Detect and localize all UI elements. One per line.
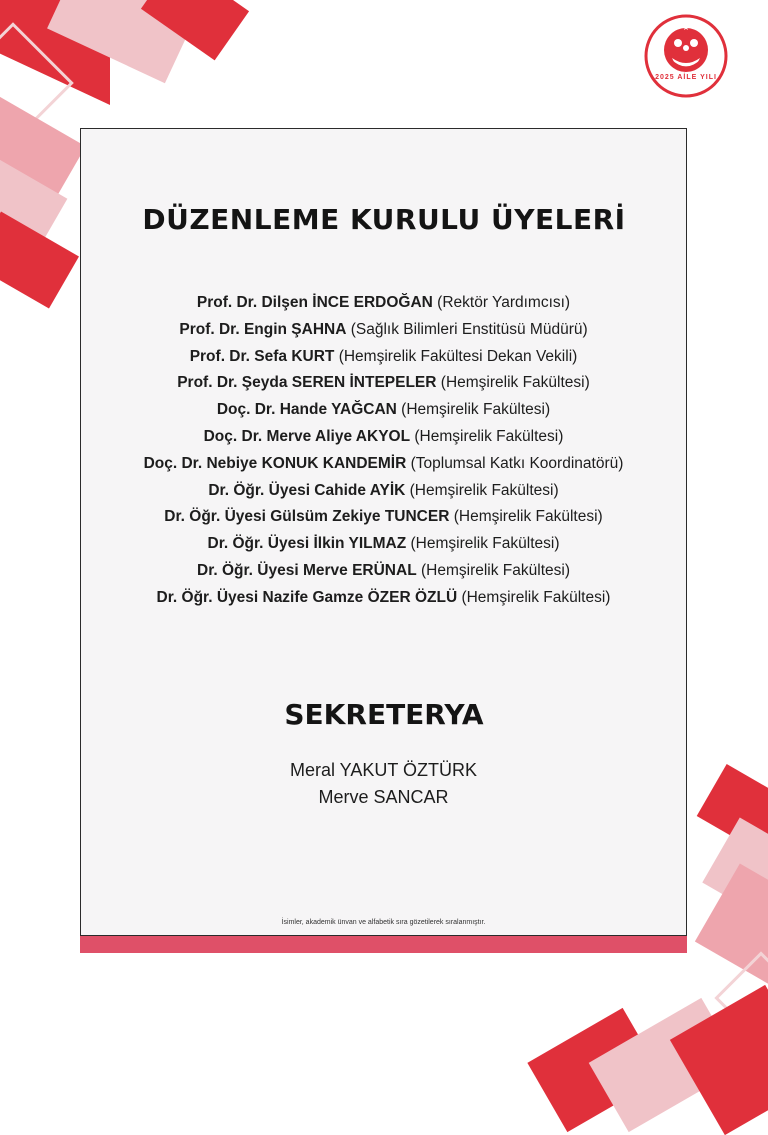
- member-row: [80, 397, 687, 424]
- member-role: (Hemşirelik Fakültesi): [401, 401, 551, 419]
- footnote: İsimler, akademik ünvan ve alfabetik sıra gözetilerek sıralanmıştır.: [281, 919, 486, 926]
- member-list: [80, 290, 687, 612]
- member-role: (Hemşirelik Fakültesi): [420, 561, 570, 579]
- secretariat-name: Meral YAKUT ÖZTÜRK: [289, 760, 478, 780]
- member-name: Doç. Dr. Merve Aliye AKYOL: [203, 427, 411, 445]
- member-name: Prof. Dr. Şeyda SEREN İNTEPELER: [177, 374, 437, 392]
- member-role: (Rektör Yardımcısı): [437, 294, 571, 311]
- family-hands-logo-icon: [640, 10, 732, 102]
- member-name: Prof. Dr. Engin ŞAHNA: [179, 320, 347, 338]
- member-role: (Toplumsal Katkı Koordinatörü): [410, 454, 624, 472]
- member-row: [80, 531, 687, 558]
- logo-text: 2025 AİLE YILI: [655, 74, 717, 81]
- svg-text:★: ★: [682, 23, 690, 32]
- member-row: [80, 317, 687, 344]
- member-row: [80, 478, 687, 505]
- member-row: [80, 344, 687, 371]
- member-row: [80, 370, 687, 397]
- member-name: Dr. Öğr. Üyesi Nazife Gamze ÖZER ÖZLÜ: [156, 588, 458, 606]
- member-name: Prof. Dr. Dilşen İNCE ERDOĞAN: [196, 294, 433, 311]
- member-name: Doç. Dr. Nebiye KONUK KANDEMİR: [143, 454, 407, 472]
- member-name: Dr. Öğr. Üyesi Gülsüm Zekiye TUNCER: [164, 508, 450, 526]
- secretariat-list: [80, 757, 687, 811]
- member-row: [80, 424, 687, 451]
- committee-title: DÜZENLEME KURULU ÜYELERİ: [142, 203, 626, 236]
- member-role: (Hemşirelik Fakültesi): [409, 481, 559, 499]
- secretariat-title: SEKRETERYA: [284, 698, 484, 731]
- member-role: (Hemşirelik Fakültesi): [440, 374, 590, 392]
- member-name: Dr. Öğr. Üyesi Cahide AYİK: [208, 481, 406, 499]
- member-role: (Hemşirelik Fakültesi): [453, 508, 603, 526]
- member-role: (Hemşirelik Fakültesi): [414, 427, 564, 445]
- member-role: (Hemşirelik Fakültesi Dekan Vekili): [338, 347, 578, 365]
- member-row: [80, 504, 687, 531]
- card-bottom-bar: [80, 936, 687, 953]
- secretariat-name: Merve SANCAR: [318, 787, 449, 807]
- member-role: (Hemşirelik Fakültesi): [461, 588, 611, 606]
- member-row: [80, 585, 687, 612]
- member-name: Doç. Dr. Hande YAĞCAN: [216, 401, 397, 419]
- member-row: [80, 451, 687, 478]
- member-row: [80, 558, 687, 585]
- member-name: Dr. Öğr. Üyesi Merve ERÜNAL: [197, 561, 417, 579]
- member-role: (Hemşirelik Fakültesi): [410, 535, 560, 553]
- member-row: [80, 290, 687, 317]
- member-name: Prof. Dr. Sefa KURT: [189, 347, 335, 365]
- member-name: Dr. Öğr. Üyesi İlkin YILMAZ: [207, 535, 407, 553]
- member-role: (Sağlık Bilimleri Enstitüsü Müdürü): [350, 320, 588, 338]
